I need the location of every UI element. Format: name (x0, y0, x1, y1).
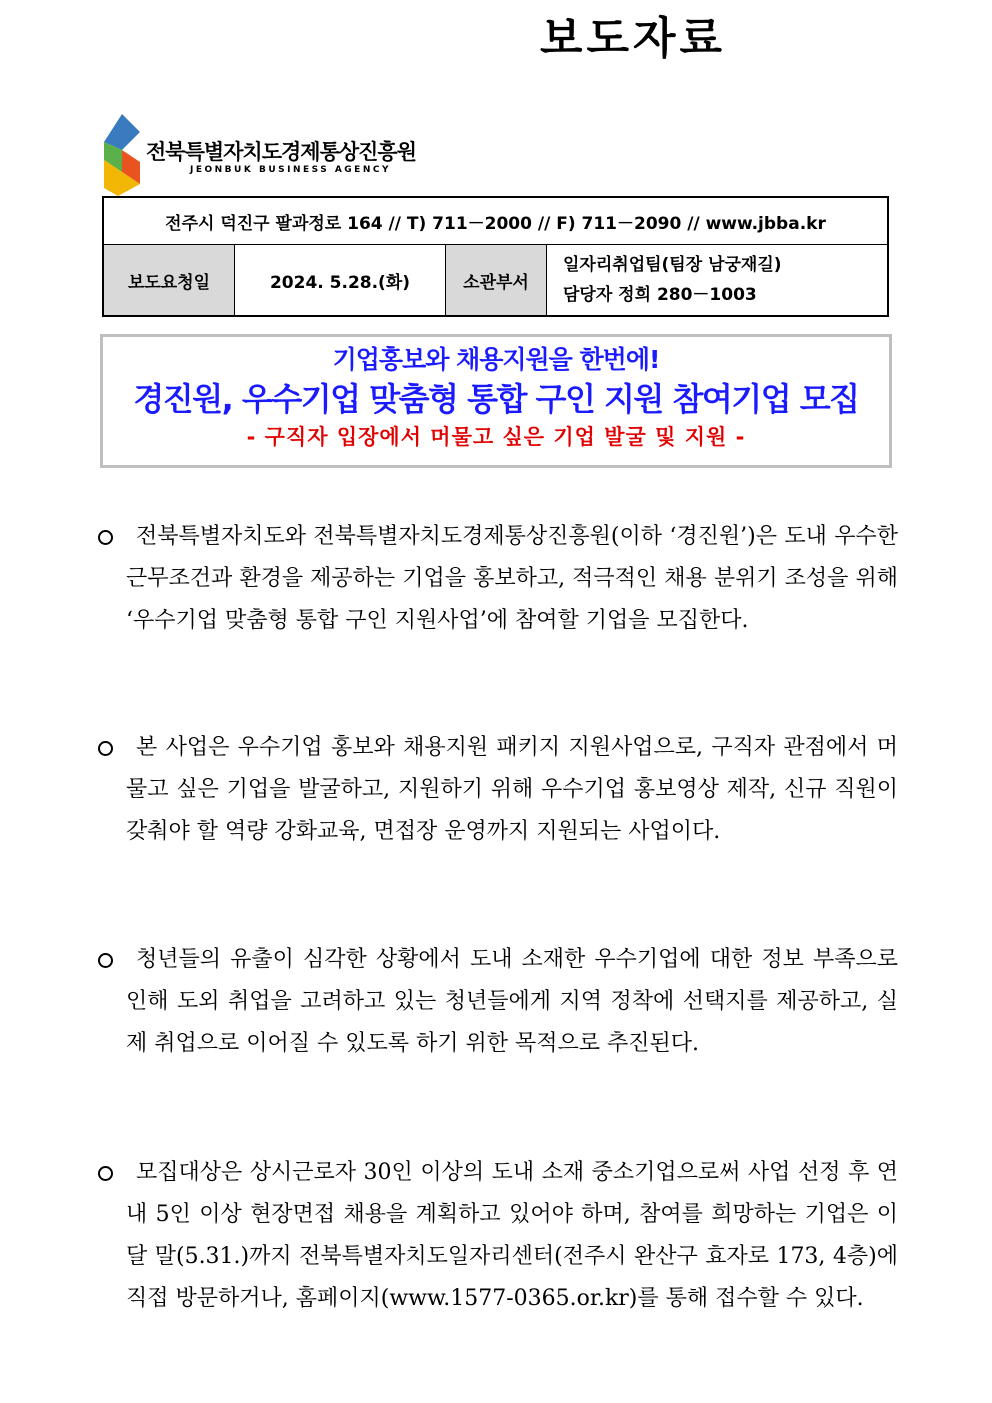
body-paragraph-1 (98, 516, 898, 642)
paragraph-text: 전북특별자치도와 전북특별자치도경제통상진흥원(이하 ‘경진원’)은 도내 우수한 근무조건과 환경을 제공하는 기업을 홍보하고, 적극적인 채용 분위기 조성을 위해 ‘우수기업 맞춤형 통합 구인 지원사업’에 참여할 기업을 모집한다. (126, 524, 898, 633)
department-team: 일자리취업팀(팀장 남궁재길) (563, 255, 782, 275)
logo-org-subtitle: JEONBUK BUSINESS AGENCY (190, 165, 391, 175)
department-contact: 담당자 정희 280－1003 (563, 285, 757, 305)
circle-bullet-icon (98, 953, 113, 968)
headline-box (100, 334, 892, 468)
department-label: 소관부서 (446, 245, 547, 317)
document-title: 보도자료 (540, 13, 727, 64)
circle-bullet-icon (98, 530, 113, 545)
press-info-table (102, 196, 889, 317)
request-date: 2024. 5.28.(화) (235, 245, 446, 317)
logo-mark-icon (104, 114, 140, 196)
headline-kicker: 기업홍보와 채용지원을 한번에! (332, 345, 660, 374)
request-date-label: 보도요청일 (103, 245, 235, 317)
paragraph-text: 청년들의 유출이 심각한 상황에서 도내 소재한 우수기업에 대한 정보 부족으로 인해 도외 취업을 고려하고 있는 청년들에게 지역 정착에 선택지를 제공하고, 실제 취업으로 이어질 수 있도록 하기 위한 목적으로 추진된다. (126, 947, 898, 1056)
contact-address: 전주시 덕진구 팔과정로 164 // T) 711－2000 // F) 711－2090 // www.jbba.kr (103, 197, 888, 245)
circle-bullet-icon (98, 1166, 113, 1181)
logo-org-name: 전북특별자치도경제통상진흥원 (146, 140, 417, 164)
organization-logo (104, 114, 417, 196)
body-paragraph-2 (98, 727, 898, 853)
body-paragraph-4 (98, 1152, 898, 1320)
headline-main: 경진원, 우수기업 맞춤형 통합 구인 지원 참여기업 모집 (133, 380, 859, 418)
paragraph-text: 모집대상은 상시근로자 30인 이상의 도내 소재 중소기업으로써 사업 선정 후 연 내 5인 이상 현장면접 채용을 계획하고 있어야 하며, 참여를 희망하는 기업은 이달 말(5.31.)까지 전북특별자치도일자리센터(전주시 완산구 효자로 173, 4층)에 직접 방문하거나, 홈페이지(www.1577-0365.or.kr)를 통해 접수할 수 있다. (126, 1160, 898, 1311)
department-info (547, 245, 889, 317)
headline-subtitle: - 구직자 입장에서 머물고 싶은 기업 발굴 및 지원 - (246, 425, 746, 449)
circle-bullet-icon (98, 741, 113, 756)
body-paragraph-3 (98, 939, 898, 1065)
paragraph-text: 본 사업은 우수기업 홍보와 채용지원 패키지 지원사업으로, 구직자 관점에서 머물고 싶은 기업을 발굴하고, 지원하기 위해 우수기업 홍보영상 제작, 신규 직원이 갖춰야 할 역량 강화교육, 면접장 운영까지 지원되는 사업이다. (126, 735, 899, 844)
